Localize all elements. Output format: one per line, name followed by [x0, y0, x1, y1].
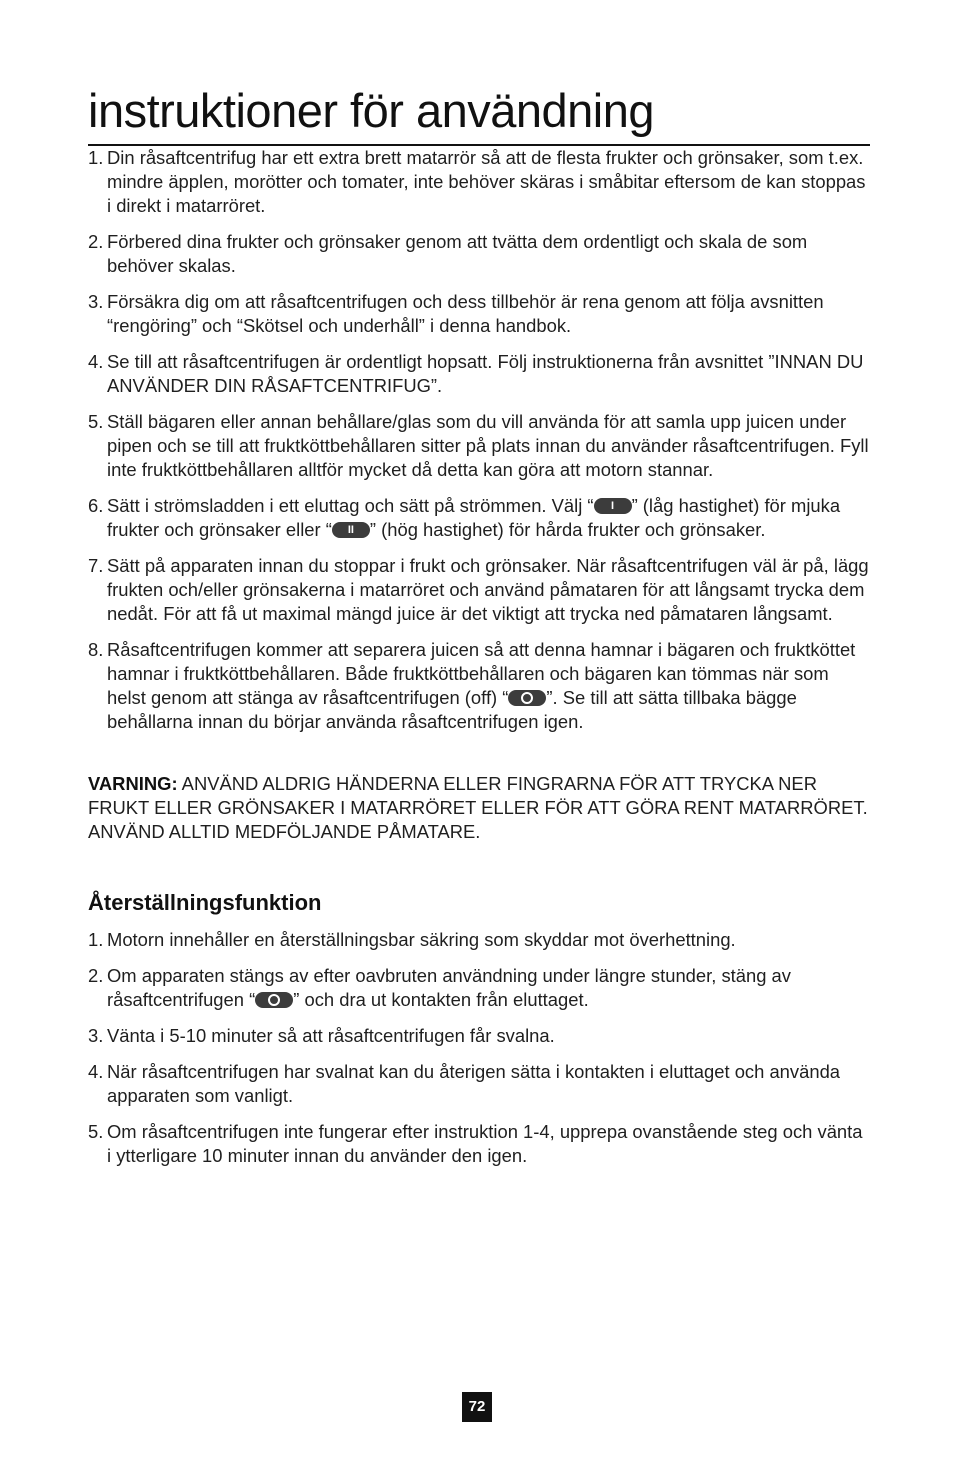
section-heading: Återställningsfunktion: [88, 890, 322, 916]
speed-high-button-icon: [332, 522, 370, 538]
speed-high-label: II: [347, 524, 354, 537]
off-button-icon: [255, 992, 293, 1008]
list-item: [88, 350, 870, 398]
step-text: Om råsaftcentrifugen inte fungerar efter instruktion 1-4, upprepa ovanstående steg och vänta i ytterligare 10 minuter innan du använder den igen.: [107, 1121, 863, 1167]
step-text: Sätt i strömsladden i ett eluttag och sätt på strömmen. Välj “: [107, 495, 594, 517]
page-number: 72: [462, 1392, 492, 1422]
step-text: När råsaftcentrifugen har svalnat kan du återigen sätta i kontakten i eluttaget och använda apparaten som vanligt.: [107, 1061, 841, 1107]
step-text: ” (hög hastighet) för hårda frukter och grönsaker.: [369, 519, 766, 541]
step-text: Ställ bägaren eller annan behållare/glas som du vill använda för att samla upp juicen under pipen och se till att fruktköttbehållaren sitter på plats innan du använder råsaftcentrifugen. Fyll inte fruktköttbehållaren alltför mycket då detta kan göra att motorn stannar.: [107, 411, 869, 481]
list-item: [88, 146, 870, 218]
list-item: [88, 1060, 870, 1108]
reset-list: [88, 928, 870, 1168]
step-number: 1.: [88, 929, 104, 951]
step-text: Din råsaftcentrifug har ett extra brett matarrör så att de flesta frukter och grönsaker, som t.ex. mindre äpplen, morötter och tomater, inte behöver skäras i småbitar eftersom de kan stoppas i direkt i matarröret.: [107, 147, 866, 217]
step-number: 5.: [88, 1121, 104, 1143]
manual-page: [88, 0, 870, 1180]
list-item: [88, 1120, 870, 1168]
step-text: Motorn innehåller en återställningsbar säkring som skyddar mot överhettning.: [107, 929, 736, 951]
step-number: 5.: [88, 411, 104, 433]
warning-paragraph: [88, 772, 870, 844]
off-glyph: [521, 692, 533, 704]
step-number: 3.: [88, 291, 104, 313]
step-number: 4.: [88, 351, 104, 373]
warning-text: ANVÄND ALDRIG HÄNDERNA ELLER FINGRARNA FÖR ATT TRYCKA NER FRUKT ELLER GRÖNSAKER I MATARRÖRET ELLER FÖR ATT GÖRA RENT MATARRÖRET. ANVÄND ALLTID MEDFÖLJANDE PÅMATARE.: [88, 773, 868, 843]
list-item: [88, 290, 870, 338]
list-item: [88, 494, 870, 542]
list-item: [88, 410, 870, 482]
step-text: Råsaftcentrifugen kommer att separera juicen så att denna hamnar i bägaren och fruktköttet hamnar i fruktköttbehållaren. Både fruktköttbehållaren och bägaren kan tömmas när som helst genom att stänga av råsaftcentrifugen (off) “: [107, 639, 856, 709]
step-number: 2.: [88, 965, 104, 987]
list-item: [88, 554, 870, 626]
step-text: Vänta i 5-10 minuter så att råsaftcentrifugen får svalna.: [107, 1025, 555, 1047]
step-text: ” (låg hastighet) för mjuka frukter och grönsaker eller “: [107, 495, 841, 541]
step-number: 7.: [88, 555, 104, 577]
step-number: 3.: [88, 1025, 104, 1047]
step-text: Om apparaten stängs av efter oavbruten användning under längre stunder, stäng av råsaftcentrifugen “: [107, 965, 791, 1011]
warning-label: VARNING:: [88, 773, 178, 795]
off-glyph: [268, 994, 280, 1006]
step-text: Sätt på apparaten innan du stoppar i frukt och grönsaker. När råsaftcentrifugen väl är på, lägg frukten och/eller grönsakerna i matarröret och använd påmataren för att långsamt trycka dem nedåt. För att få ut maximal mängd juice är det viktigt att trycka ned påmataren långsamt.: [107, 555, 869, 625]
step-text: Se till att råsaftcentrifugen är ordentligt hopsatt. Följ instruktionerna från avsnittet ”INNAN DU ANVÄNDER DIN RÅSAFTCENTRIFUG”.: [107, 351, 864, 397]
speed-low-button-icon: [594, 498, 632, 514]
step-number: 6.: [88, 495, 104, 517]
step-text: Förbered dina frukter och grönsaker genom att tvätta dem ordentligt och skala de som behöver skalas.: [107, 231, 808, 277]
step-number: 1.: [88, 147, 104, 169]
list-item: [88, 928, 870, 952]
list-item: [88, 230, 870, 278]
list-item: [88, 638, 870, 734]
off-button-icon: [508, 690, 546, 706]
list-item: [88, 1024, 870, 1048]
page-title: instruktioner för användning: [88, 0, 870, 146]
instruction-list: [88, 146, 870, 734]
step-text: Försäkra dig om att råsaftcentrifugen och dess tillbehör är rena genom att följa avsnitten “rengöring” och “Skötsel och underhåll” i denna handbok.: [107, 291, 824, 337]
step-number: 8.: [88, 639, 104, 661]
speed-low-label: I: [611, 500, 615, 513]
step-number: 4.: [88, 1061, 104, 1083]
step-text: ” och dra ut kontakten från eluttaget.: [293, 989, 589, 1011]
list-item: [88, 964, 870, 1012]
step-number: 2.: [88, 231, 104, 253]
step-text: ”. Se till att sätta tillbaka bägge behållarna innan du börjar använda råsaftcentrifugen igen.: [107, 687, 797, 733]
